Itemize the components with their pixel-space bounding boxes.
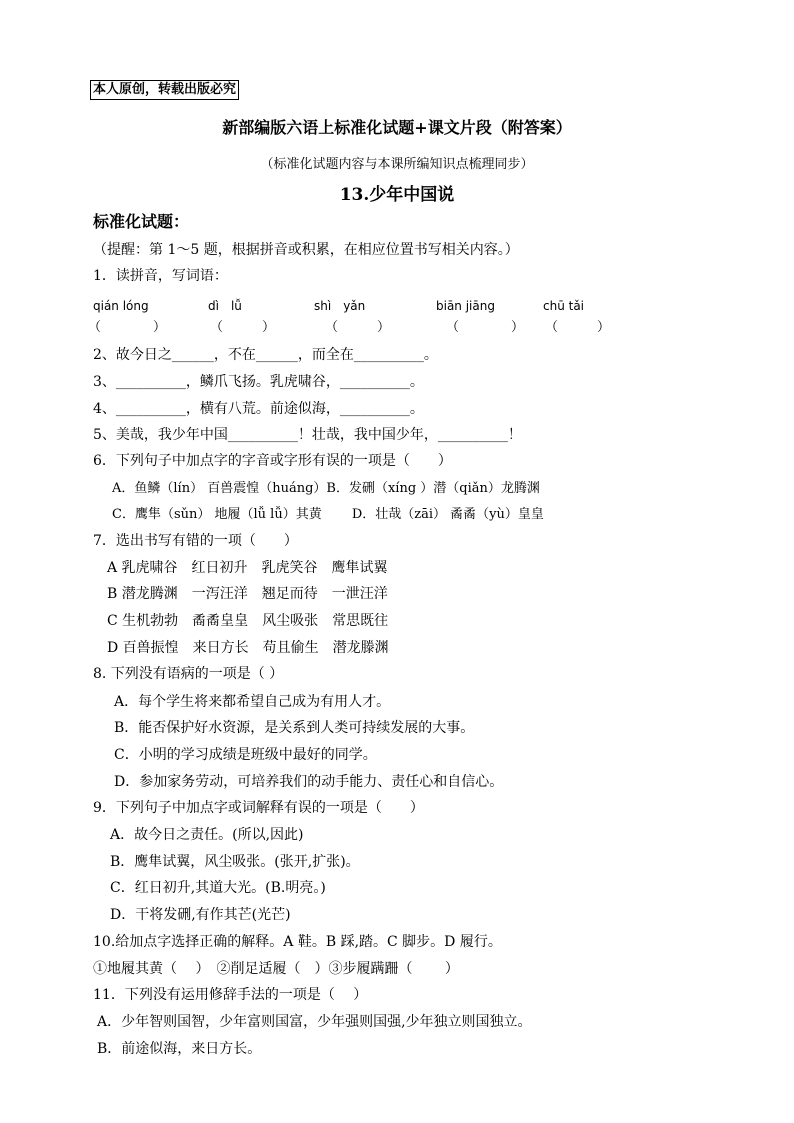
exam-line: B．鹰隼试翼，风尘吸张。(张开,扩张)。 — [110, 854, 360, 870]
answer-blank: （ ） — [446, 320, 525, 335]
exam-line: 9．下列句子中加点字或词解释有误的一项是（ ） — [93, 800, 424, 816]
exam-line: 10.给加点字选择正确的解释。A 鞋。B 踩,踏。C 脚步。D 履行。 — [93, 934, 502, 950]
exam-line: A．故今日之责任。(所以,因此) — [110, 827, 304, 843]
copyright-stamp: 本人原创，转载出版必究 — [90, 80, 239, 100]
answer-blank: （ ） — [210, 320, 276, 335]
exam-line: A．鱼鳞（lín） 百兽震惶（huáng）B．发硎（xíng ）潜（qiǎn）龙腾渊 — [112, 481, 540, 496]
pinyin: dì lǚ — [208, 299, 242, 313]
exam-line: B．能否保护好水资源，是关系到人类可持续发展的大事。 — [114, 720, 475, 736]
exam-line: 8. 下列没有语病的一项是（ ） — [93, 666, 284, 682]
exam-line: C．鹰隼（sǔn） 地履（lǚ lǚ）其黄 D．壮哉（zāi） 矞矞（yù）皇皇 — [112, 507, 544, 522]
exam-line: ①地履其黄（ ） ②削足适履（ ）③步履蹒跚（ ） — [93, 961, 459, 977]
exam-line: 5、美哉，我少年中国__________！壮哉，我中国少年，__________！ — [93, 427, 522, 443]
exam-line: 2、故今日之______，不在______，而全在__________。 — [93, 347, 438, 363]
exam-line: 1．读拼音，写词语： — [93, 268, 228, 284]
pinyin: biān jiāng — [436, 299, 495, 313]
answer-blank: （ ） — [325, 320, 391, 335]
exam-line: 6．下列句子中加点字的字音或字形有误的一项是（ ） — [93, 453, 452, 469]
exam-line: A．每个学生将来都希望自己成为有用人才。 — [114, 694, 391, 710]
exam-line: C．红日初升,其道大光。(B.明亮。) — [110, 880, 326, 896]
exam-line: 3、__________，鳞爪飞扬。乳虎啸谷，__________。 — [93, 374, 424, 390]
exam-line: B．前途似海，来日方长。 — [97, 1041, 262, 1057]
exam-line: A．少年智则国智，少年富则国富，少年强则国强,少年独立则国独立。 — [97, 1014, 532, 1030]
exam-line: B 潜龙腾渊 一泻汪洋 翘足而待 一泄汪洋 — [107, 586, 388, 602]
pinyin: qián lóng — [93, 299, 149, 313]
lesson-title: 13.少年中国说 — [339, 185, 455, 205]
exam-line: D．参加家务劳动，可培养我们的动手能力、责任心和自信心。 — [114, 774, 504, 790]
exam-line: D 百兽振惶 来日方长 苟且偷生 潜龙滕渊 — [107, 640, 389, 656]
exam-line: 7．选出书写有错的一项（ ） — [93, 533, 298, 549]
pinyin: chū tǎi — [543, 299, 585, 313]
exam-line: D．干将发硎,有作其芒(光芒) — [110, 907, 291, 923]
document-title: 新部编版六语上标准化试题+课文片段（附答案） — [222, 118, 572, 137]
answer-blank: （ ） — [545, 320, 611, 335]
exam-line: C．小明的学习成绩是班级中最好的同学。 — [114, 747, 377, 763]
exam-line: （提醒：第 1～5 题，根据拼音或积累，在相应位置书写相关内容。） — [93, 242, 519, 258]
pinyin: shì yǎn — [314, 299, 366, 313]
exam-line: A 乳虎啸谷 红日初升 乳虎笑谷 鹰隼试翼 — [107, 560, 388, 576]
document-subtitle: （标准化试题内容与本课所编知识点梳理同步） — [260, 157, 534, 172]
exam-line: 4、__________，横有八荒。前途似海，__________。 — [93, 401, 424, 417]
exam-line: 11．下列没有运用修辞手法的一项是（ ） — [93, 987, 368, 1003]
exam-line: C 生机勃勃 矞矞皇皇 风尘吸张 常思既往 — [107, 613, 389, 629]
section-heading: 标准化试题： — [93, 212, 190, 231]
answer-blank: （ ） — [88, 320, 167, 335]
